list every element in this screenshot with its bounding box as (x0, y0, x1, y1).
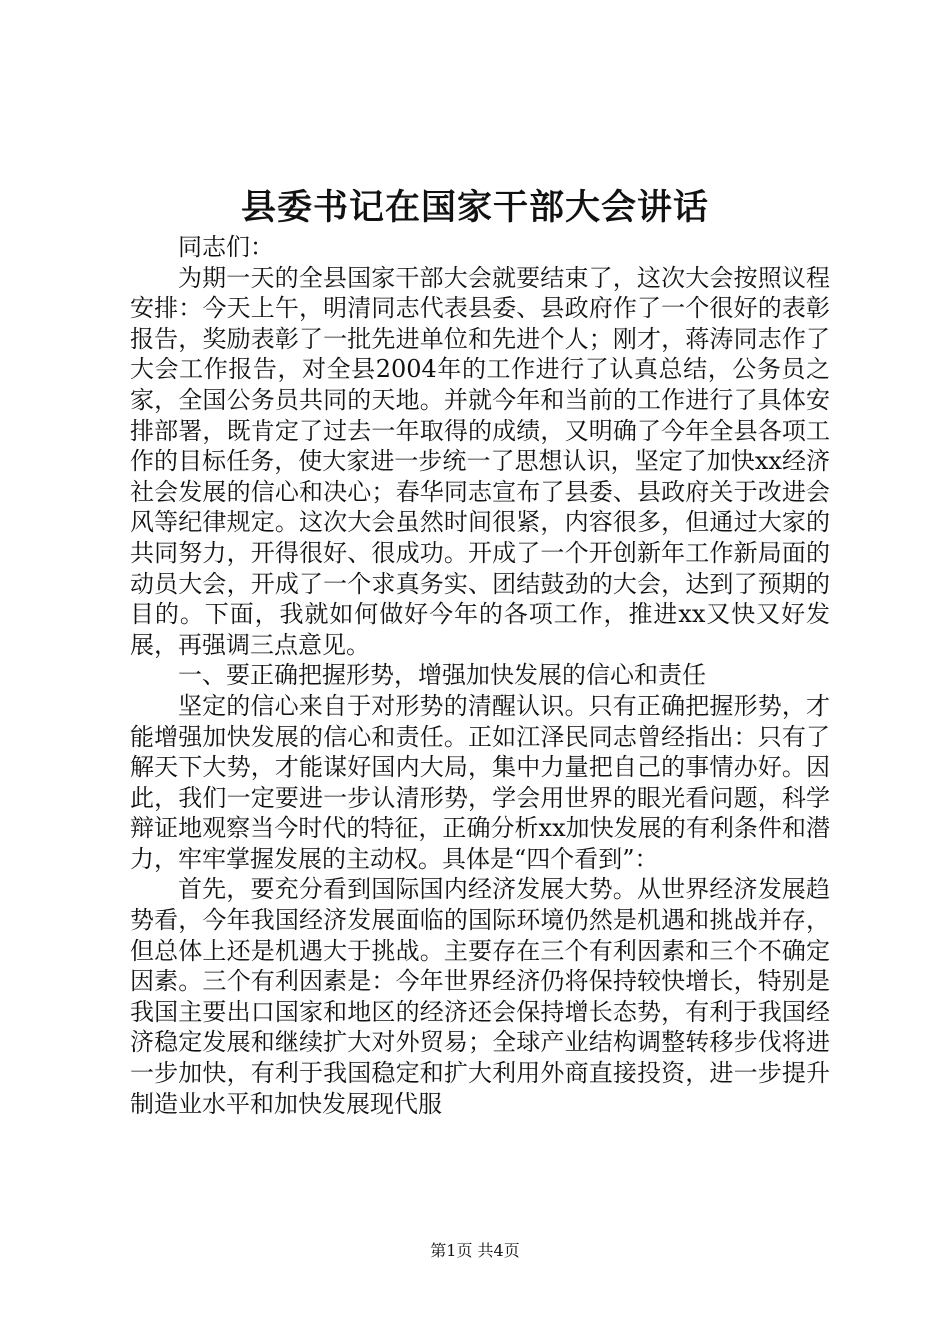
paragraph-first-point: 首先，要充分看到国际国内经济发展大势。从世界经济发展趋势看，今年我国经济发展面临的国际环境仍然是机遇和挑战并存，但总体上还是机遇大于挑战。主要存在三个有利因素和三个不确定因素。三个有利因素是：今年世界经济仍将保持较快增长，特别是我国主要出口国家和地区的经济还会保持增长态势，有利于我国经济稳定发展和继续扩大对外贸易；全球产业结构调整转移步伐将进一步加快，有利于我国稳定和扩大利用外商直接投资，进一步提升制造业水平和加快发展现代服 (130, 875, 830, 1118)
paragraph-section-1: 坚定的信心来自于对形势的清醒认识。只有正确把握形势，才能增强加快发展的信心和责任。正如江泽民同志曾经指出：只有了解天下大势，才能谋好国内大局，集中力量把自己的事情办好。因此，我们一定要进一步认清形势，学会用世界的眼光看问题，科学辩证地观察当今时代的特征，正确分析xx加快发展的有利条件和潜力，牢牢掌握发展的主动权。具体是“四个看到”： (130, 691, 830, 873)
page-footer: 第1页 共4页 (430, 1241, 520, 1260)
salutation: 同志们： (178, 233, 274, 261)
document-title: 县委书记在国家干部大会讲话 (240, 187, 709, 228)
paragraph-intro: 为期一天的全县国家干部大会就要结束了，这次大会按照议程安排：今天上午，明清同志代表县委、县政府作了一个很好的表彰报告，奖励表彰了一批先进单位和先进个人；刚才，蒋涛同志作了大会工作报告，对全县2004年的工作进行了认真总结，公务员之家，全国公务员共同的天地。并就今年和当前的工作进行了具体安排部署，既肯定了过去一年取得的成绩，又明确了今年全县各项工作的目标任务，使大家进一步统一了思想认识，坚定了加快xx经济社会发展的信心和决心；春华同志宣布了县委、县政府关于改进会风等纪律规定。这次大会虽然时间很紧，内容很多，但通过大家的共同努力，开得很好、很成功。开成了一个开创新年工作新局面的动员大会，开成了一个求真务实、团结鼓劲的大会，达到了预期的目的。下面，我就如何做好今年的各项工作，推进xx又快又好发展，再强调三点意见。 (130, 263, 830, 659)
document-body (130, 232, 830, 1119)
section-heading-1: 一、要正确把握形势，增强加快发展的信心和责任 (178, 661, 706, 690)
